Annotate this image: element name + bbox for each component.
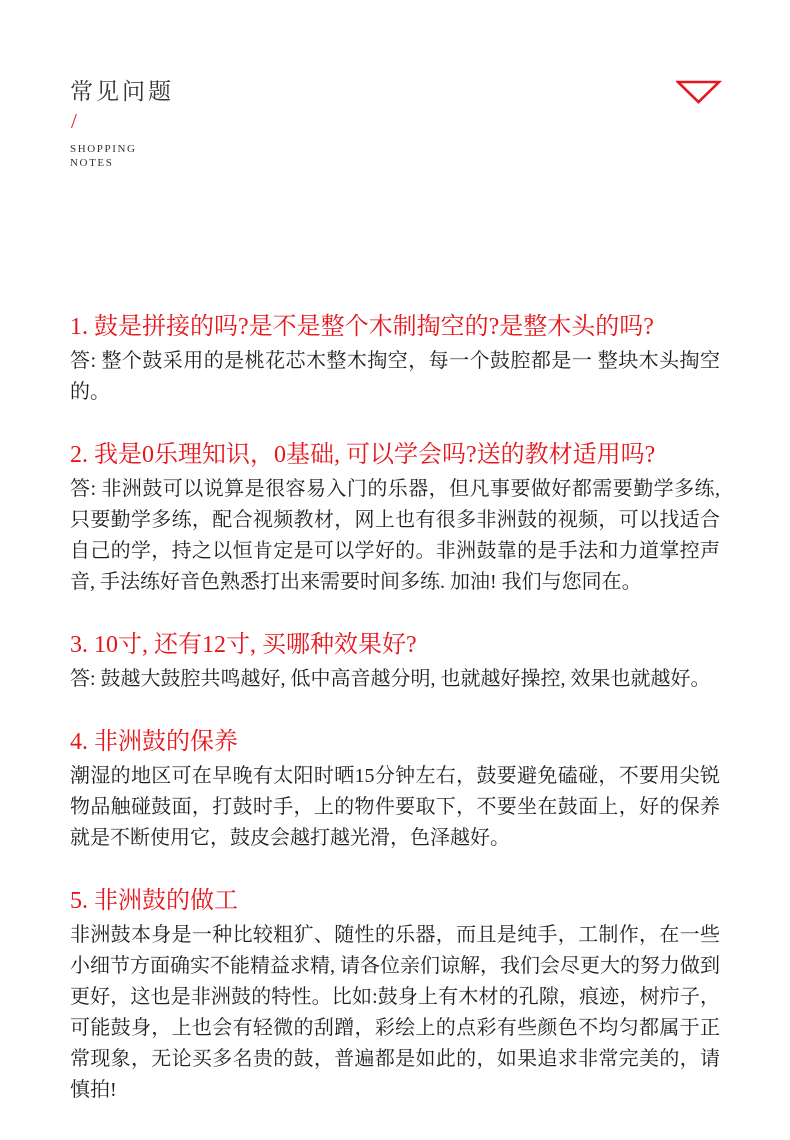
faq-answer-line: 慎拍! — [70, 1079, 117, 1101]
faq-answer-line: 物品触碰鼓面，打鼓时手，上的物件要取下，不要坐在鼓面上，好的保养 — [70, 796, 720, 818]
triangle-down-icon — [676, 79, 722, 105]
faq-question: 3. 10寸, 还有12寸, 买哪种效果好? — [70, 632, 417, 658]
faq-question: 4. 非洲鼓的保养 — [70, 729, 238, 755]
faq-answer-line: 小细节方面确实不能精益求精, 请各位亲们谅解，我们会尽更大的努力做到 — [70, 955, 720, 977]
faq-answer — [70, 474, 720, 598]
faq-answer-line: 可能鼓身，上也会有轻微的刮蹭，彩绘上的点彩有些颜色不均匀都属于正 — [70, 1017, 720, 1039]
section-subtitle-line-1: SHOPPING — [70, 143, 137, 155]
faq-question: 5. 非洲鼓的做工 — [70, 888, 238, 914]
faq-item — [70, 438, 720, 598]
faq-answer-line: 答: 非洲鼓可以说算是很容易入门的乐器，但凡事要做好都需要勤学多练, — [70, 478, 720, 500]
faq-answer-line: 更好，这也是非洲鼓的特性。比如:鼓身上有木材的孔隙，痕迹，树疖子， — [70, 986, 720, 1008]
faq-answer — [70, 346, 720, 408]
faq-answer-line: 常现象，无论买多名贵的鼓，普遍都是如此的，如果追求非常完美的，请 — [70, 1048, 720, 1070]
faq-answer — [70, 664, 720, 695]
faq-answer-line: 自己的学，持之以恒肯定是可以学好的。非洲鼓靠的是手法和力道掌控声 — [70, 540, 720, 562]
faq-answer — [70, 920, 720, 1106]
faq-item — [70, 884, 720, 1106]
faq-answer-line: 答: 整个鼓采用的是桃花芯木整木掏空，每一个鼓腔都是一 整块木头掏空 — [70, 350, 720, 372]
faq-answer-line: 非洲鼓本身是一种比较粗犷、随性的乐器，而且是纯手，工制作，在一些 — [70, 924, 720, 946]
title-slash-divider: / — [71, 109, 77, 133]
faq-item — [70, 310, 720, 408]
faq-answer-line: 就是不断使用它，鼓皮会越打越光滑，色泽越好。 — [70, 827, 510, 849]
faq-answer-line: 答: 鼓越大鼓腔共鸣越好, 低中高音越分明, 也就越好操控, 效果也就越好。 — [70, 668, 711, 690]
faq-question: 2. 我是0乐理知识，0基础, 可以学会吗?送的教材适用吗? — [70, 442, 656, 468]
faq-item — [70, 628, 720, 695]
section-title: 常见问题 — [70, 79, 174, 104]
faq-question: 1. 鼓是拼接的吗?是不是整个木制掏空的?是整木头的吗? — [70, 314, 654, 340]
faq-answer-line: 的。 — [70, 381, 110, 403]
faq-answer-line: 只要勤学多练，配合视频教材，网上也有很多非洲鼓的视频，可以找适合 — [70, 509, 720, 531]
faq-answer-line: 音, 手法练好音色熟悉打出来需要时间多练. 加油! 我们与您同在。 — [70, 571, 642, 593]
section-subtitle-line-2: NOTES — [70, 157, 114, 169]
faq-answer-line: 潮湿的地区可在早晚有太阳时晒15分钟左右，鼓要避免磕碰，不要用尖锐 — [70, 765, 720, 787]
faq-answer — [70, 761, 720, 854]
faq-item — [70, 725, 720, 854]
faq-list — [70, 310, 720, 1136]
